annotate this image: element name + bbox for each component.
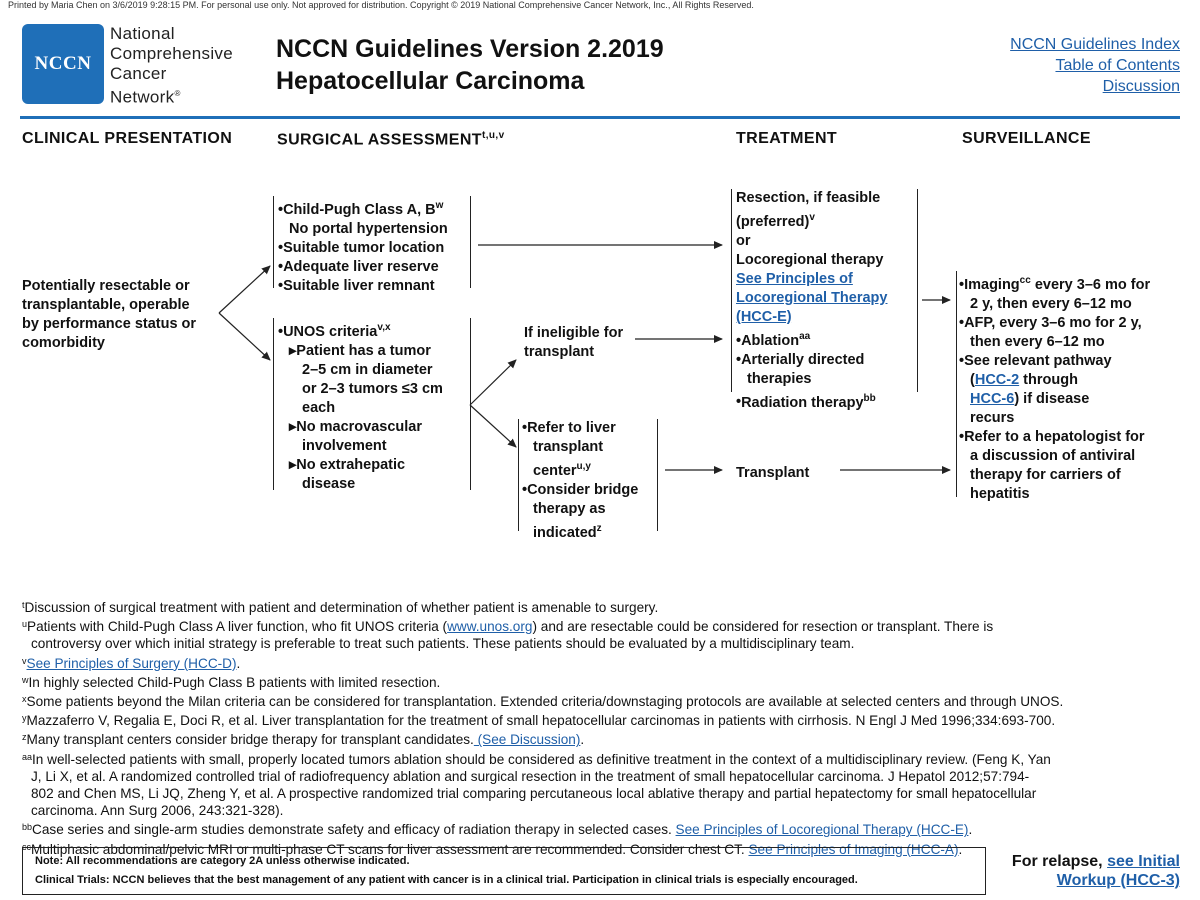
footnote-v: $^v$See Principles of Surgery (HCC-D). [22,655,241,671]
discussion-link[interactable]: Discussion [1102,78,1180,95]
footnote-bb: $^{bb}$Case series and single-arm studies demonstrate safety and efficacy of radiation therapy in selected cases. See Principles of Locoregional Therapy (HCC-E). [22,822,973,838]
surveillance-box: • Imaging$^{cc}$ every 3–6 mo for 2 y, then every 6–12 mo • AFP, every 3–6 mo for 2 y, then every 6–12 mo • See relevant pathway (HCC-2 through HCC-6) if disease recurs • Refer to a hepatologist for a discussion of antiviral therapy for carriers of hepatitis [956,271,1180,497]
ineligible-for-transplant: If ineligible for transplant [524,325,624,360]
footnote-cc: $^{cc}$Multiphasic abdominal/pelvic MRI or multi-phase CT scans for liver assessment are recommended. Consider chest CT. See Principles of Imaging (HCC-A). [22,841,963,857]
nccn-logo-text: National Comprehensive Cancer Network® [110,24,233,107]
treatment-resection-box: Resection, if feasible (preferred)$^v$ or Locoregional therapy See Principles of Locoregional Therapy (HCC-E) • Ablation$^{aa}$ • Arterially directed therapies • Radiation therapy$^{bb}$ [731,189,918,392]
table-of-contents-link[interactable]: Table of Contents [1055,57,1180,74]
locoregional-therapy-link-1[interactable]: See Principles of [736,270,853,287]
footnote-z: $^z$Many transplant centers consider bridge therapy for transplant candidates. (See Discussion). [22,732,585,748]
print-notice: Printed by Maria Chen on 3/6/2019 9:28:15 PM. For personal use only. Not approved for distribution. Copyright © 2019 National Comprehensive Cancer Network, Inc., All Rights Reserved. [8,0,754,10]
clinical-presentation-text: Potentially resectable or transplantable, operable by performance status or comorbidity [22,278,197,351]
footnote-u: $^u$Patients with Child-Pugh Class A liver function, who fit UNOS criteria (www.unos.org) and are resectable could be considered for resection or transplant. There is [22,619,994,635]
refer-transplant-box: • Refer to liver transplant center$^{u,y}$ • Consider bridge therapy as indicated$^z$ [518,419,658,531]
treatment-transplant: Transplant [736,465,810,481]
footnote-x: $^x$Some patients beyond the Milan criteria can be considered for transplantation. Extended criteria/downstaging protocols are available at selected centers and through UNOS. [22,694,1064,710]
imaging-link[interactable]: See Principles of Imaging (HCC-A) [748,841,959,857]
initial-workup-link[interactable]: see Initial [1107,853,1180,870]
note-box: Note: All recommendations are category 2A unless otherwise indicated. Clinical Trials: NCCN believes that the best management of any patient with cancer is in a clinical trial. Participation in clinical trials is especially encouraged. [22,847,986,895]
footnote-aa: $^{aa}$In well-selected patients with small, properly located tumors ablation should be considered as definitive treatment in the context of a multidisciplinary review. (Feng K, Yan [22,751,1051,767]
initial-workup-link-2[interactable]: Workup (HCC-3) [1056,872,1180,889]
nccn-logo: NCCN [22,24,104,104]
unos-link[interactable]: www.unos.org [447,619,533,635]
unos-criteria-box: • UNOS criteria$^{v,x}$ ▸ Patient has a tumor 2–5 cm in diameter or 2–3 tumors ≤3 cm each ▸ No macrovascular involvement ▸ No extrahepatic disease [273,318,471,490]
locoregional-footnote-link[interactable]: See Principles of Locoregional Therapy (HCC-E) [675,822,969,838]
footnote-t: $^t$Discussion of surgical treatment with patient and determination of whether patient is amenable to surgery. [22,600,659,615]
see-discussion-link[interactable]: (See Discussion) [473,732,581,748]
header-surveillance: SURVEILLANCE [962,130,1091,147]
hcc-6-link[interactable]: HCC-6 [970,390,1015,407]
principles-surgery-link[interactable]: See Principles of Surgery (HCC-D) [26,655,237,671]
locoregional-therapy-link-3[interactable]: (HCC-E) [736,308,792,325]
header-clinical-presentation: CLINICAL PRESENTATION [22,130,233,147]
header-surgical-assessment: SURGICAL ASSESSMENT$^{t,u,v}$ [277,130,505,149]
resection-criteria-box: • Child-Pugh Class A, $B^w$ No portal hypertension • Suitable tumor location • Adequate liver reserve • Suitable liver remnant [273,196,471,288]
header-treatment: TREATMENT [736,130,838,147]
footnotes: $^t$Discussion of surgical treatment with patient and determination of whether patient is amenable to surgery. $^u$Patients with Child-Pugh Class A liver function, who fit UNOS criteria (www.unos.org) and are resectable could be considered for resection or transplant. There is controversy over which initial strategy is preferable to treat such patients. These patients should be evaluated by a multidisciplinary team. $^v$See Principles of Surgery (HCC-D). $^w$In highly selected Child-Pugh Class B patients with limited resection. $^x$Some patients beyond the Milan criteria can be considered for transplantation. Extended criteria/downstaging protocols are available at selected centers and through UNOS. $^y$Mazzaferro V, Regalia E, Doci R, et al. Liver transplantation for the treatment of small hepatocellular carcinomas in patients with cirrhosis. N Engl J Med 1996;334:693-700. $^z$Many transplant centers consider bridge therapy for transplant candidates. (See Discussion). $^{aa}$In well-selected patients with small, properly located tumors ablation should be considered as definitive treatment in the context of a multidisciplinary review. (Feng K, Yan J, Li X, et al. A randomized controlled trial of radiofrequency ablation and surgical resection in the treatment of small hepatocellular carcinoma. J Hepatol 2012;57:794- 802 and Chen MS, Li JQ, Zheng Y, et al. A prospective randomized trial comparing percutaneous local ablative therapy and partial hepatectomy for small hepatocellular carcinoma. Ann Surg 2006, 243:321-328). $^{bb}$Case series and single-arm studies demonstrate safety and efficacy of radiation therapy in selected cases. See Principles of Locoregional Therapy (HCC-E). $^{cc}$Multiphasic abdominal/pelvic MRI or multi-phase CT scans for liver assessment are recommended. Consider chest CT. See Principles of Imaging (HCC-A). [22,597,1182,858]
footnote-y: $^y$Mazzaferro V, Regalia E, Doci R, et al. Liver transplantation for the treatment of small hepatocellular carcinomas in patients with cirrhosis. N Engl J Med 1996;334:693-700. [22,713,1056,729]
page-title: NCCN Guidelines Version 2.2019 Hepatocellular Carcinoma [276,35,664,95]
relapse-nav: For relapse, see Initial Workup (HCC-3) [1011,853,1180,889]
guidelines-index-link[interactable]: NCCN Guidelines Index [1010,36,1180,53]
hcc-2-link[interactable]: HCC-2 [974,371,1020,388]
locoregional-therapy-link-2[interactable]: Locoregional Therapy [736,289,888,306]
footnote-w: $^w$In highly selected Child-Pugh Class B patients with limited resection. [22,674,441,690]
